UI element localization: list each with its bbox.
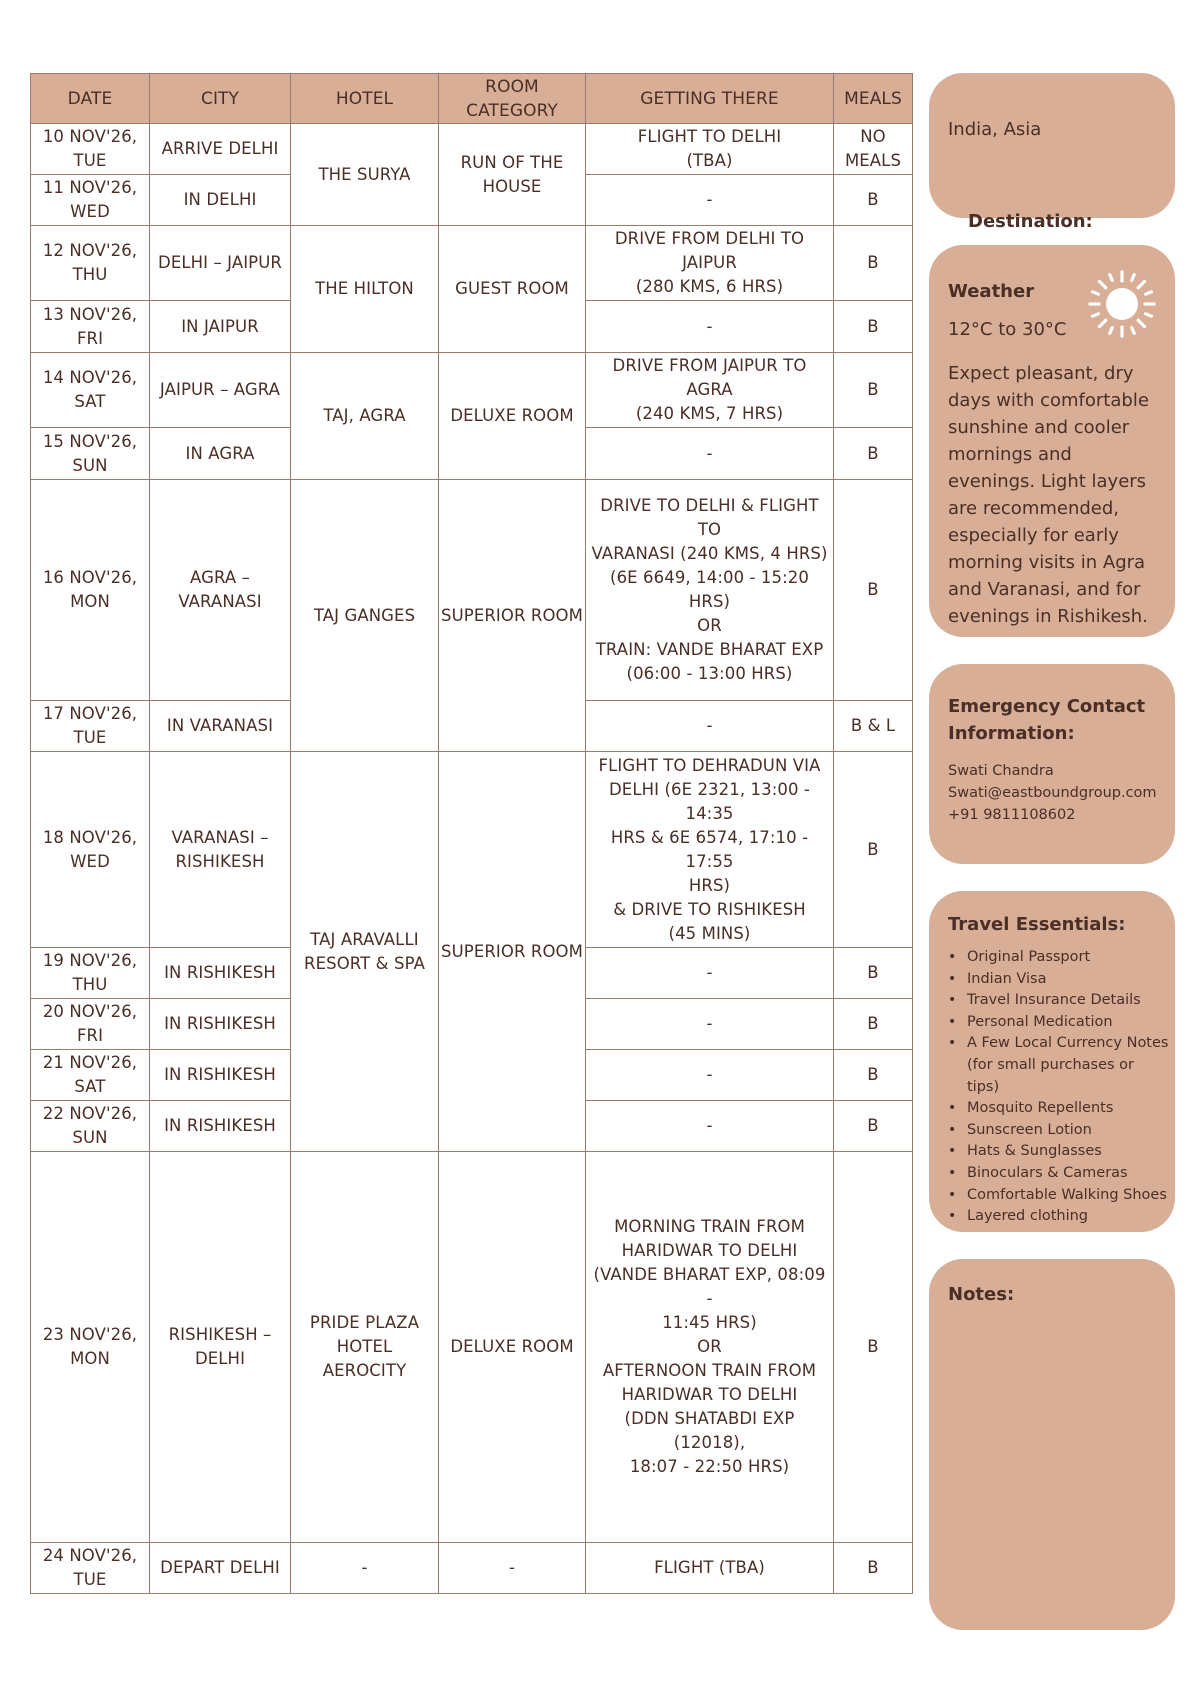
- cell-date: 23 NOV'26, MON: [31, 1152, 150, 1543]
- cell-room: SUPERIOR ROOM: [439, 480, 586, 752]
- cell-hotel: TAJ, AGRA: [291, 353, 439, 480]
- cell-getting-there: DRIVE FROM JAIPUR TO AGRA (240 KMS, 7 HRS): [586, 353, 834, 428]
- cell-date: 17 NOV'26, TUE: [31, 701, 150, 752]
- table-row: [31, 1152, 913, 1543]
- cell-getting-there: -: [586, 1050, 834, 1101]
- cell-meals: B: [834, 175, 913, 226]
- cell-city: JAIPUR – AGRA: [150, 353, 291, 428]
- cell-city: IN RISHIKESH: [150, 948, 291, 999]
- cell-date: 12 NOV'26, THU: [31, 226, 150, 301]
- cell-room: -: [439, 1543, 586, 1594]
- cell-meals: B: [834, 480, 913, 701]
- cell-meals: B: [834, 428, 913, 480]
- header-city: CITY: [150, 74, 291, 124]
- emergency-contact-card: [929, 664, 1175, 864]
- cell-meals: B: [834, 353, 913, 428]
- cell-meals: B: [834, 1050, 913, 1101]
- table-row: [31, 752, 913, 948]
- cell-hotel: TAJ ARAVALLI RESORT & SPA: [291, 752, 439, 1152]
- cell-getting-there: -: [586, 701, 834, 752]
- cell-getting-there: FLIGHT (TBA): [586, 1543, 834, 1594]
- table-header-row: [31, 74, 913, 124]
- cell-hotel: PRIDE PLAZA HOTEL AEROCITY: [291, 1152, 439, 1543]
- notes-card: [929, 1259, 1175, 1630]
- cell-meals: B: [834, 226, 913, 301]
- cell-city: IN JAIPUR: [150, 301, 291, 353]
- table-row: [31, 1543, 913, 1594]
- cell-meals: B: [834, 752, 913, 948]
- cell-date: 11 NOV'26, WED: [31, 175, 150, 226]
- cell-city: IN VARANASI: [150, 701, 291, 752]
- header-hotel: HOTEL: [291, 74, 439, 124]
- cell-date: 18 NOV'26, WED: [31, 752, 150, 948]
- list-item: • Travel Insurance Details: [967, 990, 1169, 1012]
- emergency-title: Emergency Contact Information:: [948, 696, 1146, 744]
- cell-getting-there: -: [586, 301, 834, 353]
- cell-getting-there: -: [586, 948, 834, 999]
- cell-getting-there: FLIGHT TO DELHI (TBA): [586, 124, 834, 175]
- header-meals: MEALS: [834, 74, 913, 124]
- contact-email[interactable]: Swati@eastboundgroup.com: [948, 785, 1157, 801]
- cell-getting-there: -: [586, 175, 834, 226]
- cell-room: DELUXE ROOM: [439, 1152, 586, 1543]
- cell-hotel: THE HILTON: [291, 226, 439, 353]
- cell-city: IN DELHI: [150, 175, 291, 226]
- cell-getting-there: DRIVE TO DELHI & FLIGHT TO VARANASI (240 KMS, 4 HRS) (6E 6649, 14:00 - 15:20 HRS) OR TRAIN: VANDE BHARAT EXP (06:00 - 13:00 HRS): [586, 480, 834, 701]
- list-item: • Comfortable Walking Shoes: [967, 1185, 1169, 1207]
- cell-meals: B: [834, 1101, 913, 1152]
- cell-city: DEPART DELHI: [150, 1543, 291, 1594]
- essentials-list: [948, 947, 1169, 1228]
- cell-meals: NO MEALS: [834, 124, 913, 175]
- cell-getting-there: DRIVE FROM DELHI TO JAIPUR (280 KMS, 6 HRS): [586, 226, 834, 301]
- cell-city: DELHI – JAIPUR: [150, 226, 291, 301]
- travel-essentials-card: [929, 891, 1175, 1232]
- sun-icon: [1086, 268, 1158, 340]
- header-room-category: ROOM CATEGORY: [439, 74, 586, 124]
- cell-date: 21 NOV'26, SAT: [31, 1050, 150, 1101]
- list-item: • A Few Local Currency Notes (for small purchases or tips): [967, 1033, 1169, 1098]
- list-item: • Layered clothing: [967, 1206, 1169, 1228]
- cell-date: 14 NOV'26, SAT: [31, 353, 150, 428]
- cell-getting-there: -: [586, 428, 834, 480]
- table-row: [31, 480, 913, 701]
- notes-title: Notes:: [948, 1284, 1015, 1305]
- contact-phone[interactable]: +91 9811108602: [948, 807, 1076, 823]
- cell-city: ARRIVE DELHI: [150, 124, 291, 175]
- cell-room: RUN OF THE HOUSE: [439, 124, 586, 226]
- list-item: • Mosquito Repellents: [967, 1098, 1169, 1120]
- cell-meals: B: [834, 948, 913, 999]
- cell-hotel: -: [291, 1543, 439, 1594]
- cell-getting-there: MORNING TRAIN FROM HARIDWAR TO DELHI (VANDE BHARAT EXP, 08:09 - 11:45 HRS) OR AFTERNOON TRAIN FROM HARIDWAR TO DELHI (DDN SHATABDI EXP (12018), 18:07 - 22:50 HRS): [586, 1152, 834, 1543]
- cell-hotel: THE SURYA: [291, 124, 439, 226]
- cell-city: IN AGRA: [150, 428, 291, 480]
- cell-city: IN RISHIKESH: [150, 999, 291, 1050]
- cell-meals: B & L: [834, 701, 913, 752]
- cell-city: IN RISHIKESH: [150, 1101, 291, 1152]
- cell-date: 24 NOV'26, TUE: [31, 1543, 150, 1594]
- cell-date: 22 NOV'26, SUN: [31, 1101, 150, 1152]
- cell-meals: B: [834, 1543, 913, 1594]
- header-getting-there: GETTING THERE: [586, 74, 834, 124]
- weather-description: Expect pleasant, dry days with comfortable sunshine and cooler mornings and evenings. Light layers are recommended, especially for early morning visits in Agra and Varanasi, and for evenings in Rishikesh.: [948, 363, 1149, 627]
- cell-meals: B: [834, 301, 913, 353]
- cell-date: 13 NOV'26, FRI: [31, 301, 150, 353]
- cell-city: IN RISHIKESH: [150, 1050, 291, 1101]
- cell-room: DELUXE ROOM: [439, 353, 586, 480]
- list-item: • Personal Medication: [967, 1012, 1169, 1034]
- weather-title: Weather: [948, 281, 1035, 302]
- list-item: • Hats & Sunglasses: [967, 1141, 1169, 1163]
- destination-title: Destination:: [968, 211, 1093, 232]
- list-item: • Binoculars & Cameras: [967, 1163, 1169, 1185]
- cell-city: RISHIKESH – DELHI: [150, 1152, 291, 1543]
- contact-name: Swati Chandra: [948, 763, 1054, 779]
- destination-card: [929, 73, 1175, 232]
- cell-meals: B: [834, 999, 913, 1050]
- cell-city: VARANASI – RISHIKESH: [150, 752, 291, 948]
- cell-room: SUPERIOR ROOM: [439, 752, 586, 1152]
- list-item: • Indian Visa: [967, 969, 1169, 991]
- cell-getting-there: -: [586, 1101, 834, 1152]
- table-row: [31, 226, 913, 301]
- itinerary-table: [30, 73, 913, 1594]
- header-date: DATE: [31, 74, 150, 124]
- weather-range: 12°C to 30°C: [948, 319, 1067, 340]
- cell-date: 10 NOV'26, TUE: [31, 124, 150, 175]
- cell-date: 19 NOV'26, THU: [31, 948, 150, 999]
- list-item: • Original Passport: [967, 947, 1169, 969]
- list-item: • Sunscreen Lotion: [967, 1120, 1169, 1142]
- cell-getting-there: -: [586, 999, 834, 1050]
- cell-city: AGRA – VARANASI: [150, 480, 291, 701]
- cell-meals: B: [834, 1152, 913, 1543]
- table-row: [31, 124, 913, 175]
- cell-hotel: TAJ GANGES: [291, 480, 439, 752]
- destination-value: India, Asia: [948, 119, 1042, 140]
- cell-room: GUEST ROOM: [439, 226, 586, 353]
- essentials-title: Travel Essentials:: [948, 914, 1126, 935]
- cell-date: 16 NOV'26, MON: [31, 480, 150, 701]
- cell-date: 20 NOV'26, FRI: [31, 999, 150, 1050]
- cell-date: 15 NOV'26, SUN: [31, 428, 150, 480]
- cell-getting-there: FLIGHT TO DEHRADUN VIA DELHI (6E 2321, 13:00 - 14:35 HRS & 6E 6574, 17:10 - 17:55 HRS) & DRIVE TO RISHIKESH (45 MINS): [586, 752, 834, 948]
- table-row: [31, 353, 913, 428]
